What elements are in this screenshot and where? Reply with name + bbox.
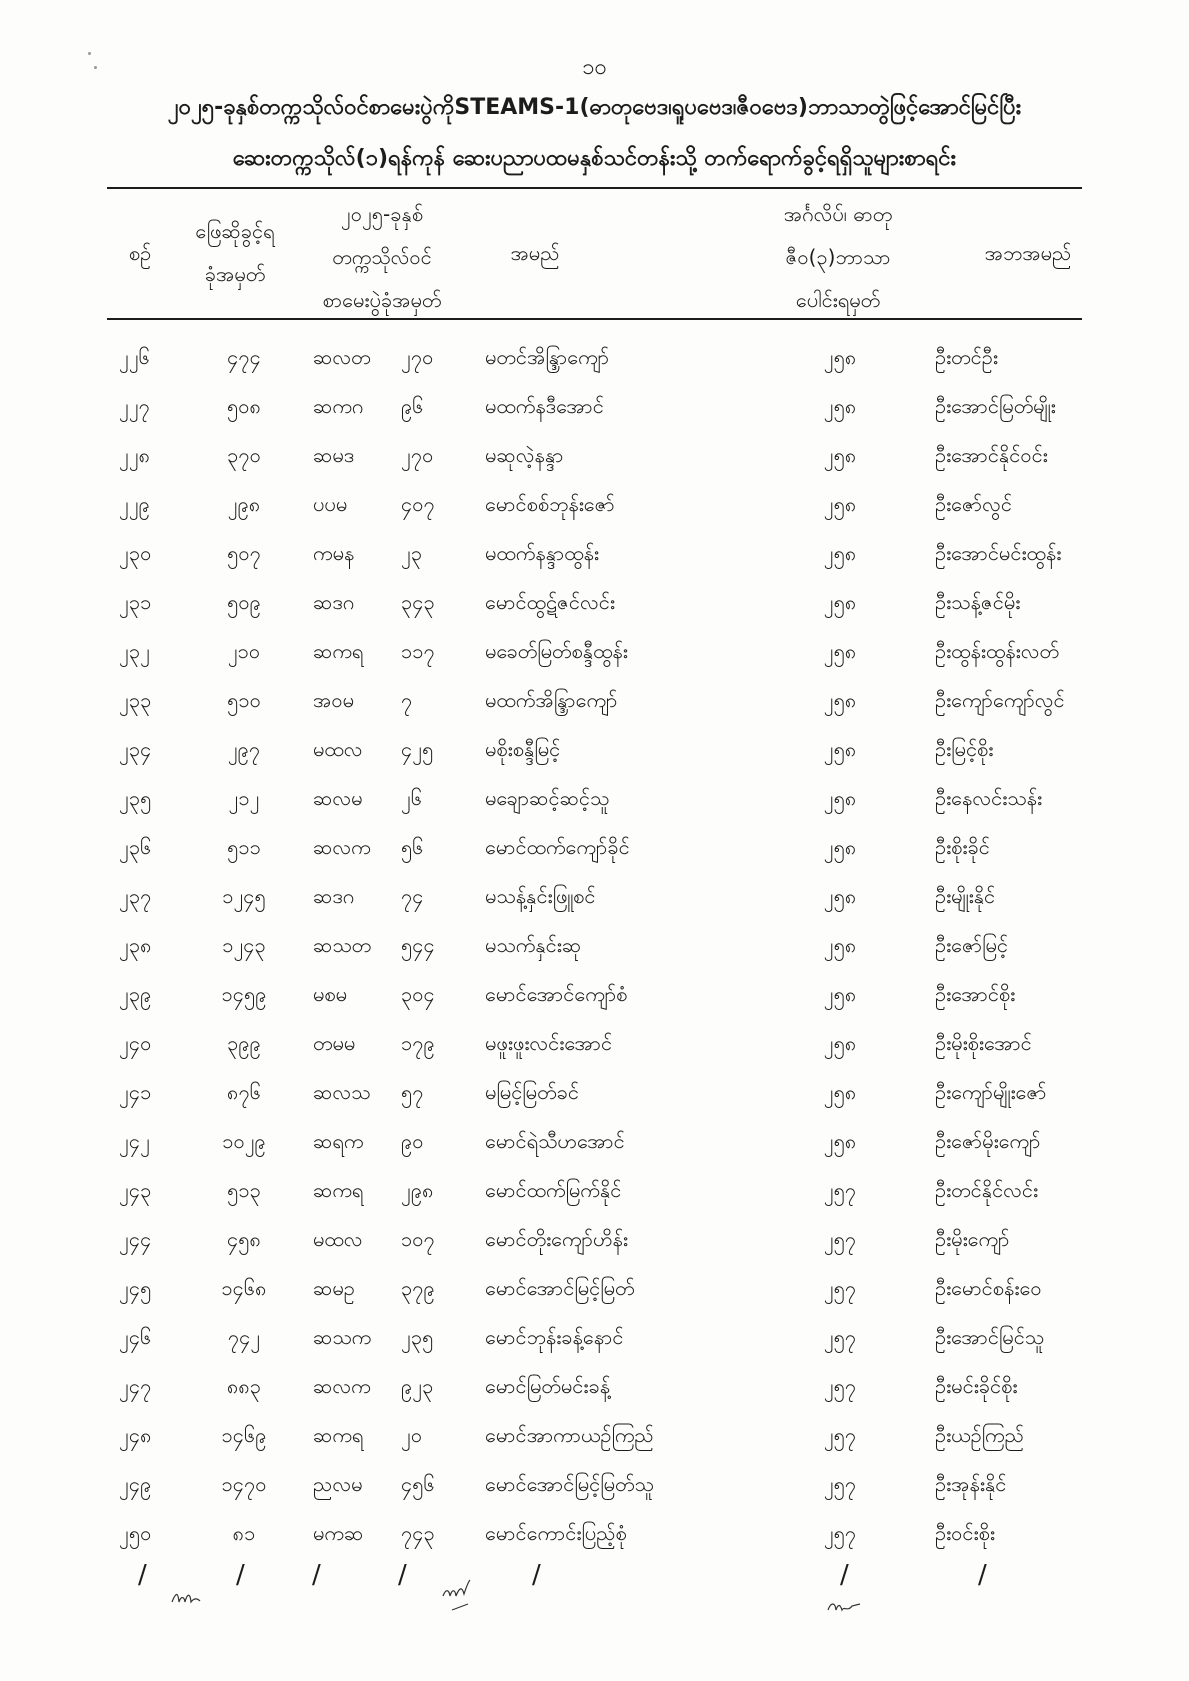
student-name: မောင်တိုးကျော်ဟိန်း [485,1226,628,1251]
serial-number: ၂၃၇ [119,883,152,908]
document-title-line-2: ဆေးတက္ကသိုလ်(၁)ရန်ကုန် ဆေးပညာပထမနှစ်သင်တန်းသို့ တက်ရောက်ခွင့်ရရှိသူများစာရင်း [232,146,957,171]
father-name: ဦးယဉ်ကြည် [935,1422,1024,1447]
exam-number: ၂၃ [401,540,423,565]
student-name: မောင်မြတ်မင်းခန့် [485,1373,611,1398]
table-header-rule [107,318,1082,320]
father-name: ဦးတင်နိုင်လင်း [935,1177,1039,1202]
father-name: ဦးဇော်လွင် [935,491,1012,516]
total-score: ၂၅၇ [823,1422,857,1447]
father-name: ဦးစိုးခိုင် [935,834,990,859]
exam-number: ၁၇၉ [401,1030,435,1055]
student-name: မောင်ထက်ကျော်ခိုင် [485,834,630,859]
exam-number: ၅၆ [401,834,424,859]
check-mark: / [312,1560,321,1590]
exam-number: ၂၀ [401,1422,423,1447]
exam-center-code: ညလမ [313,1471,363,1496]
exam-center-code: ကမန [313,540,355,565]
exam-number: ၂၃၅ [401,1324,434,1349]
seat-number: ၂၁၀ [227,638,261,663]
exam-center-code: ဆသတ [313,932,372,957]
total-score: ၂၅၈ [823,736,857,761]
father-name: ဦးအောင်နိုင်ဝင်း [935,442,1048,467]
father-name: ဦးမိုးကျော် [935,1226,1010,1251]
table-row [107,1510,1137,1559]
exam-center-code: မထလ [313,736,363,761]
father-name: ဦးအောင်မြတ်မျိုး [935,393,1056,418]
table-row [107,726,1137,775]
table-row [107,824,1137,873]
student-name: မောင်ကောင်းပြည့်စုံ [485,1520,627,1545]
student-name: မစိုးစန္ဒီမြင့် [485,736,561,761]
exam-center-code: အဝမ [313,687,355,712]
serial-number: ၂၄၆ [119,1324,152,1349]
total-score: ၂၅၈ [823,1079,857,1104]
total-score: ၂၅၈ [823,344,857,369]
check-mark: / [398,1560,407,1590]
exam-number: ၂၇၀ [401,344,434,369]
serial-number: ၂၃၄ [119,736,152,761]
exam-center-code: မစမ [313,981,348,1006]
exam-center-code: ဆလက [313,834,371,859]
exam-center-code: တမမ [313,1030,356,1055]
serial-number: ၂၃၈ [119,932,152,957]
father-name: ဦးမိုးစိုးအောင် [935,1030,1032,1055]
father-name: ဦးတင်ဦး [935,344,998,369]
serial-number: ၂၂၆ [119,344,150,369]
student-name: မသန့်နှင်းဖြူစင် [485,883,596,908]
seat-number: ၈၈၃ [226,1373,262,1398]
exam-number: ၉၆ [401,393,424,418]
seat-number: ၅၁၃ [227,1177,261,1202]
father-name: ဦးနေလင်းသန်း [935,785,1043,810]
total-score: ၂၅၇ [823,1226,857,1251]
total-score: ၂၅၈ [823,981,857,1006]
father-name: ဦးအုန်းနိုင် [935,1471,1007,1496]
exam-center-code: မကဆ [313,1520,364,1545]
serial-number: ၂၂၉ [119,491,150,516]
serial-number: ၂၄၉ [119,1471,152,1496]
seat-number: ၁၄၅၉ [221,981,267,1006]
exam-center-code: ဆလသ [313,1079,371,1104]
table-row [107,677,1137,726]
seat-number: ၃၉၉ [227,1030,261,1055]
serial-number: ၂၃၅ [119,785,152,810]
exam-center-code: ဆမဒ [313,442,355,467]
exam-center-code: ဆရက [313,1128,364,1153]
table-row [107,1461,1137,1510]
student-name: မချောဆင့်ဆင့်သူ [485,785,610,810]
serial-number: ၂၂၈ [119,442,151,467]
total-score: ၂၅၈ [823,638,857,663]
exam-number: ၁၁၇ [401,638,435,663]
seat-number: ၃၇၀ [227,442,261,467]
father-name: ဦးဝင်းစိုး [935,1520,995,1545]
exam-center-code: ဆဒဂ [313,883,355,908]
total-score: ၂၅၇ [823,1471,857,1496]
father-name: ဦးအောင်မင်းထွန်း [935,540,1062,565]
serial-number: ၂၄၃ [119,1177,152,1202]
seat-number: ၇၄၂ [227,1324,261,1349]
seat-number: ၁၂၄၅ [222,883,266,908]
exam-number: ၇ [401,687,413,712]
exam-number: ၄၅၆ [401,1471,435,1496]
table-row [107,530,1137,579]
exam-center-code: ဆကရ [313,638,364,663]
father-name: ဦးမင်းခိုင်စိုး [935,1373,1018,1398]
seat-number: ၈၇၆ [227,1079,261,1104]
serial-number: ၂၃၉ [119,981,152,1006]
serial-number: ၂၄၀ [119,1030,152,1055]
check-mark: / [532,1560,541,1590]
exam-center-code: ဆလမ [313,785,363,810]
table-row [107,1216,1137,1265]
seat-number: ၅၁၁ [227,834,261,859]
exam-center-code: မထလ [313,1226,363,1251]
serial-number: ၂၄၄ [119,1226,152,1251]
exam-number: ၃၄၃ [401,589,435,614]
initials-signature [170,1588,210,1608]
table-row [107,1363,1137,1412]
student-list-table [107,334,1137,1559]
exam-number: ၂၉၈ [401,1177,434,1202]
total-score: ၂၅၈ [823,785,857,810]
total-score: ၂၅၈ [823,883,857,908]
student-name: မောင်ရဲသီဟအောင် [485,1128,625,1153]
exam-center-code: ဆလတ [313,344,371,369]
exam-center-code: ဆကရ [313,1422,364,1447]
exam-center-code: ဆကရ [313,1177,364,1202]
father-name: ဦးထွန်းထွန်းလတ် [935,638,1059,663]
exam-number: ၉၂၃ [401,1373,434,1398]
total-score: ၂၅၇ [823,1520,857,1545]
father-name: ဦးဇော်မြင့် [935,932,1009,957]
check-mark: / [840,1560,849,1590]
student-name: မသက်နှင်းဆု [485,932,582,957]
page-number: ၁၀ [582,55,607,80]
serial-number: ၂၃၃ [119,687,152,712]
table-row [107,628,1137,677]
check-mark: / [236,1560,245,1590]
student-name: မတင်အိန္ဒြာကျော် [485,344,610,369]
document-title-line-1: ၂၀၂၅-ခုနှစ်တက္ကသိုလ်ဝင်စာမေးပွဲကိုSTEAMS-1(ဓာတုဗေဒ၊ရူပဗေဒ၊ဇီဝဗေဒ)ဘာသာတွဲဖြင့်အောင်မြင်ပြီး [167,95,1022,120]
table-row [107,971,1137,1020]
table-row [107,1265,1137,1314]
table-row [107,383,1137,432]
header-exam-number: ၂၀၂၅-ခုနှစ် တက္ကသိုလ်ဝင် စာမေးပွဲခုံအမှတ် [322,202,442,312]
student-name: မောင်အောင်မြင့်မြတ် [485,1275,635,1300]
total-score: ၂၅၈ [823,491,857,516]
seat-number: ၄၅၈ [227,1226,261,1251]
seat-number: ၅၁၀ [227,687,261,712]
seat-number: ၂၁၂ [228,785,260,810]
student-name: မောင်ထွဋ်ဇင်လင်း [485,589,615,614]
table-row [107,334,1137,383]
exam-center-code: ဆမဥ [313,1275,355,1300]
father-name: ဦးအောင်စိုး [935,981,1016,1006]
total-score: ၂၅၈ [823,540,857,565]
exam-number: ၄၂၅ [401,736,434,761]
total-score: ၂၅၈ [823,589,857,614]
table-row [107,1118,1137,1167]
table-row [107,1020,1137,1069]
seat-number: ၅၀၈ [227,393,261,418]
serial-number: ၂၃၂ [119,638,150,663]
total-score: ၂၅၇ [823,1177,857,1202]
student-name: မထက်နဒီအောင် [485,393,604,418]
exam-number: ၇၄ [401,883,424,908]
student-name: မောင်အောင်ကျော်စံ [485,981,628,1006]
student-name: မဖူးဖူးလင်းအောင် [485,1030,613,1055]
serial-number: ၂၂၇ [119,393,150,418]
header-father-name: အဘအမည် [984,241,1072,265]
table-row [107,1412,1137,1461]
exam-number: ၇၄၃ [401,1520,435,1545]
total-score: ၂၅၈ [823,687,857,712]
header-name: အမည် [510,241,560,265]
exam-center-code: ဆလက [313,1373,371,1398]
table-row [107,1069,1137,1118]
exam-center-code: ပပမ [313,491,348,516]
serial-number: ၂၃၆ [119,834,152,859]
table-row [107,481,1137,530]
table-row [107,1314,1137,1363]
table-top-rule [107,187,1082,189]
total-score: ၂၅၇ [823,1373,857,1398]
signature-marks [0,1560,1189,1640]
father-name: ဦးမျိုးနိုင် [935,883,996,908]
initials-signature [440,1576,485,1618]
father-name: ဦးမြင့်စိုး [935,736,994,761]
student-name: မခေတ်မြတ်စန္ဒီထွန်း [485,638,628,663]
exam-number: ၅၄၄ [401,932,435,957]
exam-number: ၁၀၇ [401,1226,435,1251]
total-score: ၂၅၈ [823,1030,857,1055]
table-row [107,873,1137,922]
student-name: မောင်စစ်ဘုန်းဇော် [485,491,615,516]
total-score: ၂၅၇ [823,1324,857,1349]
initials-signature [826,1596,866,1618]
student-name: မဆုလဲ့နန္ဒာ [485,442,564,467]
total-score: ၂၅၈ [823,442,857,467]
serial-number: ၂၄၂ [119,1128,150,1153]
serial-number: ၂၄၈ [119,1422,152,1447]
student-name: မောင်ထက်မြက်နိုင် [485,1177,622,1202]
check-mark: / [138,1560,147,1590]
exam-number: ၄၀၇ [401,491,435,516]
seat-number: ၁၄၆၈ [221,1275,267,1300]
header-serial: စဉ် [128,241,152,265]
father-name: ဦးမောင်စန်းဝေ [935,1275,1042,1300]
father-name: ဦးသန့်ဇင်မိုး [935,589,1021,614]
total-score: ၂၅၈ [823,834,857,859]
header-seat-number: ဖြေဆိုခွင့်ရ ခုံအမှတ် [195,219,275,286]
table-row [107,579,1137,628]
student-name: မမြင့်မြတ်ခင် [485,1079,579,1104]
student-name: မထက်နန္ဒာထွန်း [485,540,600,565]
serial-number: ၂၄၅ [119,1275,152,1300]
student-name: မထက်အိန္ဒြာကျော် [485,687,618,712]
seat-number: ၁၂၄၃ [222,932,266,957]
exam-center-code: ဆဒဂ [313,589,355,614]
father-name: ဦးဇော်မိုးကျော် [935,1128,1041,1153]
seat-number: ၁၄၇၀ [221,1471,267,1496]
serial-number: ၂၄၁ [119,1079,152,1104]
student-name: မောင်အာကာယဉ်ကြည် [485,1422,654,1447]
seat-number: ၁၀၂၉ [222,1128,266,1153]
serial-number: ၂၃၁ [119,589,152,614]
table-row [107,922,1137,971]
seat-number: ၅၀၇ [227,540,261,565]
student-name: မောင်ဘုန်းခန့်နောင် [485,1324,624,1349]
exam-number: ၂၆ [401,785,423,810]
total-score: ၂၅၈ [823,1128,857,1153]
total-score: ၂၅၈ [823,932,857,957]
seat-number: ၂၉၇ [227,736,261,761]
father-name: ဦးကျော်ကျော်လွင် [935,687,1065,712]
exam-number: ၃၇၉ [401,1275,435,1300]
father-name: ဦးကျော်မျိုးဇော် [935,1079,1047,1104]
total-score: ၂၅၇ [823,1275,857,1300]
serial-number: ၂၄၇ [119,1373,152,1398]
father-name: ဦးအောင်မြင်သူ [935,1324,1045,1349]
table-row [107,432,1137,481]
table-row [107,1167,1137,1216]
exam-number: ၉၀ [401,1128,424,1153]
header-total-score: အင်္ဂလိပ်၊ ဓာတု ဇီဝ(၃)ဘာသာ ပေါင်းရမှတ် [783,202,893,312]
seat-number: ၈၁ [232,1520,256,1545]
seat-number: ၅၀၉ [227,589,261,614]
seat-number: ၁၄၆၉ [221,1422,267,1447]
exam-number: ၂၇၀ [401,442,434,467]
seat-number: ၄၇၄ [227,344,261,369]
serial-number: ၂၃၀ [119,540,152,565]
exam-center-code: ဆသက [313,1324,372,1349]
exam-number: ၅၇ [401,1079,424,1104]
table-row [107,775,1137,824]
student-name: မောင်အောင်မြင့်မြတ်သူ [485,1471,654,1496]
exam-number: ၃၀၄ [401,981,435,1006]
exam-center-code: ဆကဂ [313,393,364,418]
total-score: ၂၅၈ [823,393,857,418]
check-mark: / [978,1560,987,1590]
serial-number: ၂၅၀ [119,1520,152,1545]
seat-number: ၂၉၈ [227,491,261,516]
